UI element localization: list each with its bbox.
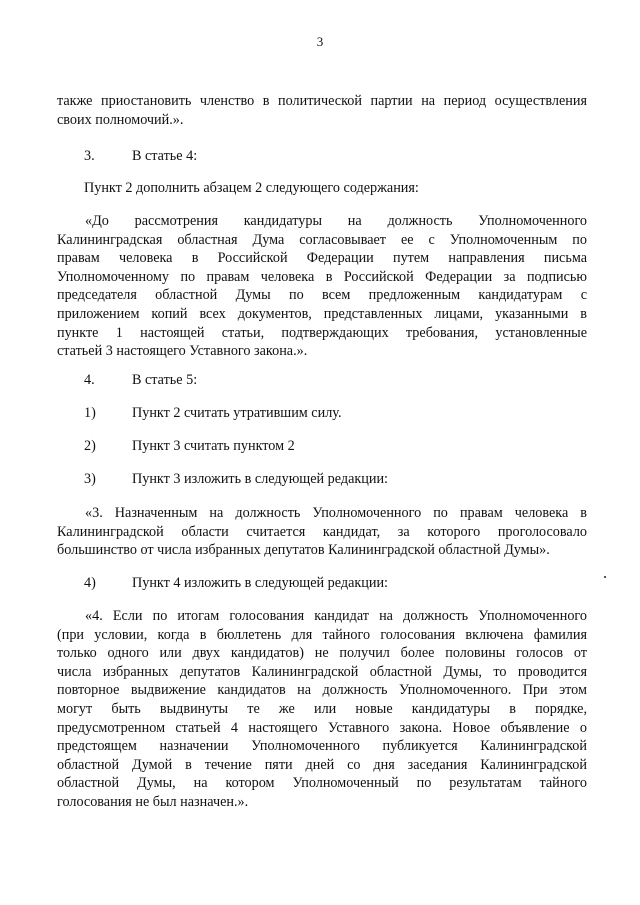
text-line: Уполномоченному по правам человека в Российской Федерации за подписью <box>57 268 587 285</box>
item-number: 4) <box>84 575 96 591</box>
scan-speck <box>604 576 606 578</box>
item-3 <box>84 147 197 166</box>
text-line: предстоящем назначении Уполномоченного публикуется Калининградской <box>57 738 587 755</box>
text-line: председателя областной Думы по всем предложенным кандидатурам с <box>57 287 587 304</box>
text-line: большинство от числа избранных депутатов Калининградской областной Думы». <box>57 542 550 559</box>
item-text: В статье 5: <box>132 372 198 388</box>
text-line: предусмотренном статьей 4 настоящего Уставного закона. Новое объявление о <box>57 719 587 736</box>
item-text: Пункт 4 изложить в следующей редакции: <box>132 575 388 591</box>
item-number: 4. <box>84 372 95 388</box>
text-line: пункте 1 настоящей статьи, подтверждающих требования, установленные <box>57 324 587 341</box>
subitem-3 <box>84 470 388 489</box>
text-line: Калининградская областная Дума согласовывает ее с Уполномоченным по <box>57 231 587 248</box>
text-line: числа избранных депутатов Калининградской областной Думы, то проводится <box>57 663 587 680</box>
item-text: В статье 4: <box>132 148 198 164</box>
subitem-2 <box>84 437 295 456</box>
subitem-4 <box>84 574 388 593</box>
quote-article-4 <box>57 212 587 361</box>
text-line: повторное выдвижение кандидатов на должность Уполномоченного. При этом <box>57 682 587 699</box>
text-line: приложением копий всех документов, представленных лицами, указанными в <box>57 305 587 322</box>
text-line: своих полномочий.». <box>57 111 184 128</box>
text-line: голосования не был назначен.». <box>57 793 249 810</box>
item-number: 2) <box>84 438 96 454</box>
subitem-1 <box>84 404 342 423</box>
text-line: «4. Если по итогам голосования кандидат на должность Уполномоченного <box>85 608 587 624</box>
text-line: правам человека в Российской Федерации путем направления письма <box>57 250 587 267</box>
text-line: статьей 3 настоящего Уставного закона.». <box>57 343 308 360</box>
paragraph-continuation <box>57 92 587 129</box>
text-line: областной Думой в течение пяти дней со дня заседания Калининградской <box>57 756 587 773</box>
text-line: только одного или двух кандидатов) не получил более половины голосов от <box>57 645 587 662</box>
item-4 <box>84 371 197 390</box>
item-text: Пункт 2 считать утратившим силу. <box>132 405 342 421</box>
text-line: также приостановить членство в политической партии на период осуществления <box>57 93 587 109</box>
text-line: Калининградской области считается кандидат, за которого проголосовало <box>57 523 587 540</box>
item-number: 3) <box>84 471 96 487</box>
item-3-intro: Пункт 2 дополнить абзацем 2 следующего содержания: <box>84 180 419 196</box>
item-number: 3. <box>84 148 95 164</box>
text-line: (при условии, когда в бюллетень для тайного голосования включена фамилия <box>57 626 587 643</box>
text-line: областной Думы, на котором Уполномоченный по результатам тайного <box>57 775 587 792</box>
page-number: 3 <box>316 34 324 49</box>
text-line: могут быть выдвинуты те же или новые кандидатуры в порядке, <box>57 700 587 717</box>
quote-point-3 <box>57 504 587 560</box>
text-line: «3. Назначенным на должность Уполномоченного по правам человека в <box>85 505 587 521</box>
item-text: Пункт 3 изложить в следующей редакции: <box>132 471 388 487</box>
quote-point-4 <box>57 607 587 812</box>
item-text: Пункт 3 считать пунктом 2 <box>132 438 295 454</box>
text-line: «До рассмотрения кандидатуры на должность Уполномоченного <box>85 213 587 229</box>
item-number: 1) <box>84 405 96 421</box>
